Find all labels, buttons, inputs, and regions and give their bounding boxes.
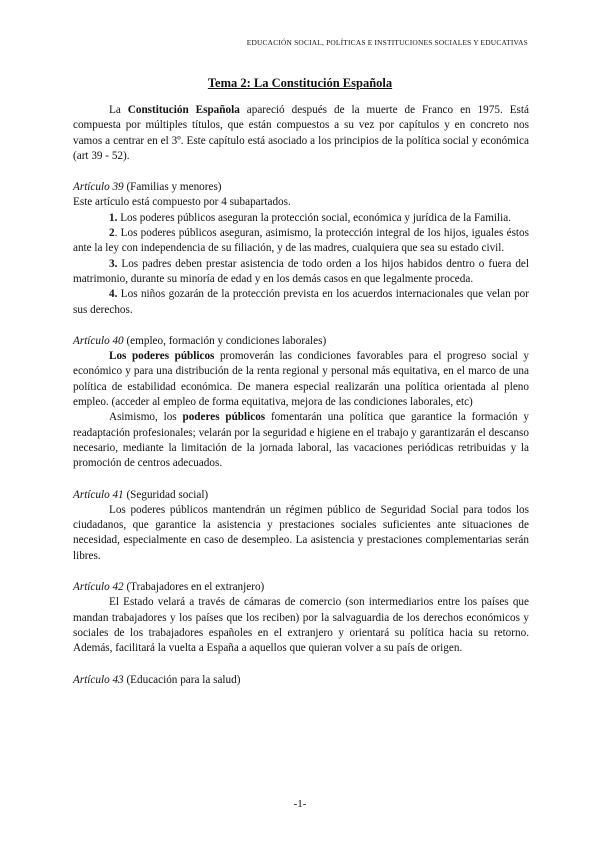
intro-text-start: La (109, 104, 128, 116)
intro-text-rest: apareció después de la muerte de Franco en 1975. Está compuesta por múltiples títulos, que están compuestos a su vez por capítulos y en concreto nos vamos a centrar en el 3º. Este capítulo está asociado a los principios de la política social y económica (art 39 - 52). (73, 104, 529, 162)
paragraph-text-start: Asimismo, los (109, 411, 183, 424)
item-text: Los poderes públicos aseguran la protección social, económica y jurídica de la Familia. (117, 211, 511, 224)
bold-term: Los poderes públicos (109, 350, 215, 363)
item-text: Los niños gozarán de la protección prevista en los acuerdos internacionales que velan por sus derechos. (73, 288, 529, 316)
intro-bold-term: Constitución Española (127, 104, 240, 116)
article-39-item (73, 211, 529, 226)
article-42-heading (73, 580, 529, 595)
article-40-label: Artículo 40 (73, 334, 124, 347)
article-40-paragraph-2 (73, 410, 529, 471)
item-text: . Los poderes públicos aseguran, asimismo, la protección integral de los hijos, iguales éstos ante la ley con independencia de su filiación, y de las madres, cualquiera que sea su estado civil. (73, 227, 529, 255)
page-number: -1- (293, 798, 307, 810)
article-39-lead: Este artículo está compuesto por 4 subapartados. (73, 196, 291, 209)
article-40-heading (73, 334, 529, 349)
paragraph-text: fomentarán una política que garantice la formación y readaptación profesionales; velarán por la seguridad e higiene en el trabajo y garantizarán el descanso necesario, mediante la limitación de la jornada laboral, las vacaciones periódicas retribuidas y la promoción de centros adecuados. (73, 411, 529, 470)
article-39-heading (73, 180, 529, 195)
article-40-subtitle: (empleo, formación y condiciones laborales) (123, 334, 327, 347)
document-body (73, 103, 529, 688)
article-39-item (73, 287, 529, 318)
article-39-label: Artículo 39 (73, 181, 124, 194)
item-number: 3. (109, 257, 118, 270)
article-42-label: Artículo 42 (73, 581, 124, 594)
article-41-subtitle: (Seguridad social) (123, 488, 209, 501)
bold-term: poderes públicos (182, 411, 266, 424)
article-40-paragraph-1 (73, 349, 529, 410)
running-header: EDUCACIÓN SOCIAL, POLÍTICAS E INSTITUCIONES SOCIALES Y EDUCATIVAS (246, 38, 528, 47)
article-42-paragraph: El Estado velará a través de cámaras de comercio (son intermediarios entre los países que mandan trabajadores y los países que los reciben) por la salvaguardia de los derechos económicos y sociales de los trabajadores españoles en el extranjero y orientará su política hacia su retorno. Además, facilitará la vuelta a España a aquellos que quieran volver a su país de origen. (73, 596, 529, 655)
article-41-paragraph: Los poderes públicos mantendrán un régimen público de Seguridad Social para todos los ciudadanos, que garantice la asistencia y prestaciones sociales suficientes ante situaciones de necesidad, especialmente en caso de desempleo. La asistencia y prestaciones complementarias serán libres. (73, 503, 529, 562)
item-text: Los padres deben prestar asistencia de todo orden a los hijos habidos dentro o fuera del matrimonio, durante su minoría de edad y en los demás casos en que legalmente proceda. (73, 257, 529, 285)
paragraph-text: promoverán las condiciones favorables para el progreso social y económico y para una distribución de la renta regional y personal más equitativa, en el marco de una política de estabilidad económica. De manera especial realizarán una política orientada al pleno empleo. (acceder al empleo de forma equitativa, mejora de las condiciones laborales, etc) (73, 350, 529, 409)
article-41-heading (73, 488, 529, 503)
article-39-item (73, 226, 529, 257)
item-number: 4. (109, 288, 118, 301)
article-43-label: Artículo 43 (73, 673, 124, 686)
page-title: Tema 2: La Constitución Española (207, 76, 393, 90)
article-43-heading (73, 673, 529, 688)
item-number: 2 (109, 227, 115, 240)
article-43-subtitle: (Educación para la salud) (123, 673, 241, 686)
article-42-subtitle: (Trabajadores en el extranjero) (123, 581, 265, 594)
article-41-label: Artículo 41 (73, 488, 124, 501)
article-39-item (73, 257, 529, 288)
article-39-subtitle: (Familias y menores) (123, 181, 222, 194)
item-number: 1. (109, 211, 118, 224)
intro-paragraph (73, 103, 529, 164)
